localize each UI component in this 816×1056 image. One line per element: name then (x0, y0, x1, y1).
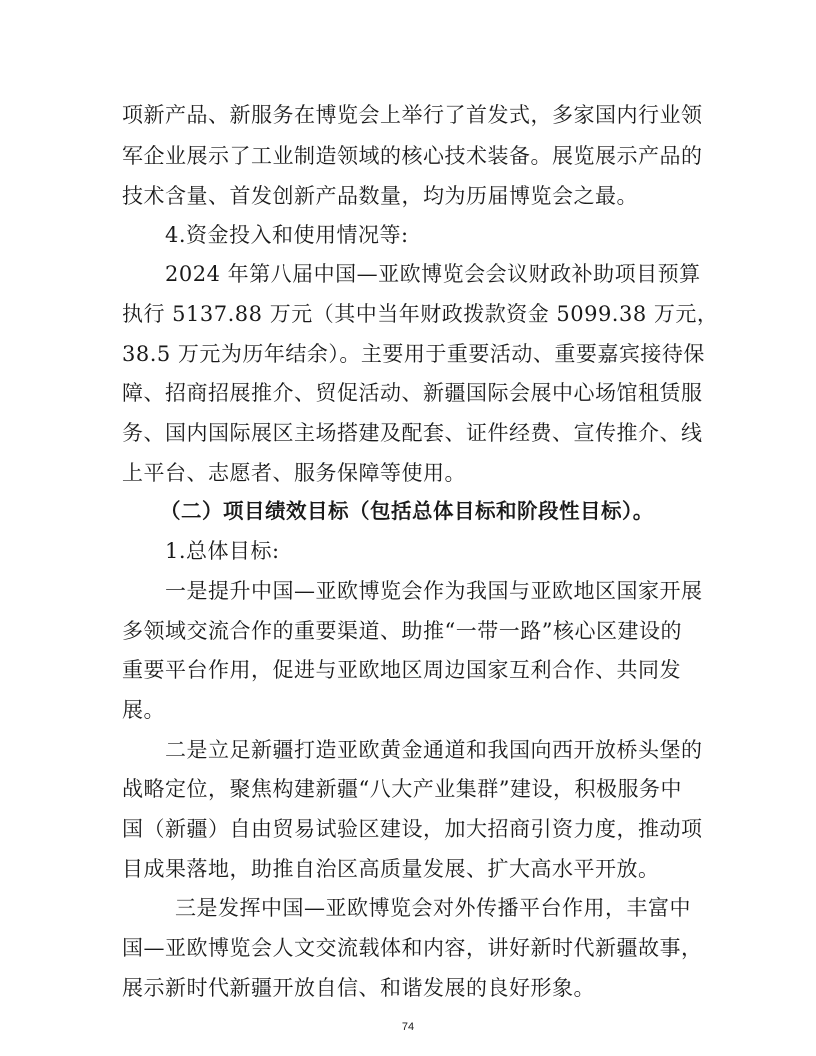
text-line: 上平台、志愿者、服务保障等使用。 (122, 461, 466, 485)
text-line: 国—亚欧博览会人文交流载体和内容，讲好新时代新疆故事， (122, 936, 703, 960)
text-line: 展示新时代新疆开放自信、和谐发展的良好形象。 (122, 976, 595, 1000)
page-number: 74 (401, 1021, 415, 1033)
section-heading: （二）项目绩效目标（包括总体目标和阶段性目标）。 (160, 499, 654, 523)
section-item-heading: 4.资金投入和使用情况等: (165, 223, 409, 247)
section-item-heading: 1.总体目标: (165, 539, 280, 563)
text-line: 军企业展示了工业制造领域的核心技术装备。展览展示产品的 (122, 144, 703, 168)
text-line: 一是提升中国—亚欧博览会作为我国与亚欧地区国家开展 (165, 579, 703, 603)
text-line: 38.5 万元为历年结余）。主要用于重要活动、重要嘉宾接待保 (122, 342, 705, 366)
text-line: 技术含量、首发创新产品数量，均为历届博览会之最。 (122, 184, 638, 208)
text-line: 项新产品、新服务在博览会上举行了首发式，多家国内行业领 (122, 103, 703, 127)
text-line: 二是立足新疆打造亚欧黄金通道和我国向西开放桥头堡的 (165, 738, 703, 762)
text-line: 展。 (122, 698, 165, 722)
text-line: 战略定位，聚焦构建新疆“八大产业集群”建设，积极服务中 (122, 777, 682, 801)
text-line: 2024 年第八届中国—亚欧博览会会议财政补助项目预算 (165, 262, 701, 286)
text-line: 多领域交流合作的重要渠道、助推“一带一路”核心区建设的 (122, 619, 682, 643)
text-line: 执行 5137.88 万元（其中当年财政拨款资金 5099.38 万元， (122, 302, 719, 326)
text-line: 障、招商招展推介、贸促活动、新疆国际会展中心场馆租赁服 (122, 381, 703, 405)
text-line: 目成果落地，助推自治区高质量发展、扩大高水平开放。 (122, 857, 660, 881)
text-line: 重要平台作用，促进与亚欧地区周边国家互利合作、共同发 (122, 658, 681, 682)
text-line: 务、国内国际展区主场搭建及配套、证件经费、宣传推介、线 (122, 421, 703, 445)
text-line: 国（新疆）自由贸易试验区建设，加大招商引资力度，推动项 (122, 817, 703, 841)
text-line: 三是发挥中国—亚欧博览会对外传播平台作用，丰富中 (175, 896, 691, 920)
